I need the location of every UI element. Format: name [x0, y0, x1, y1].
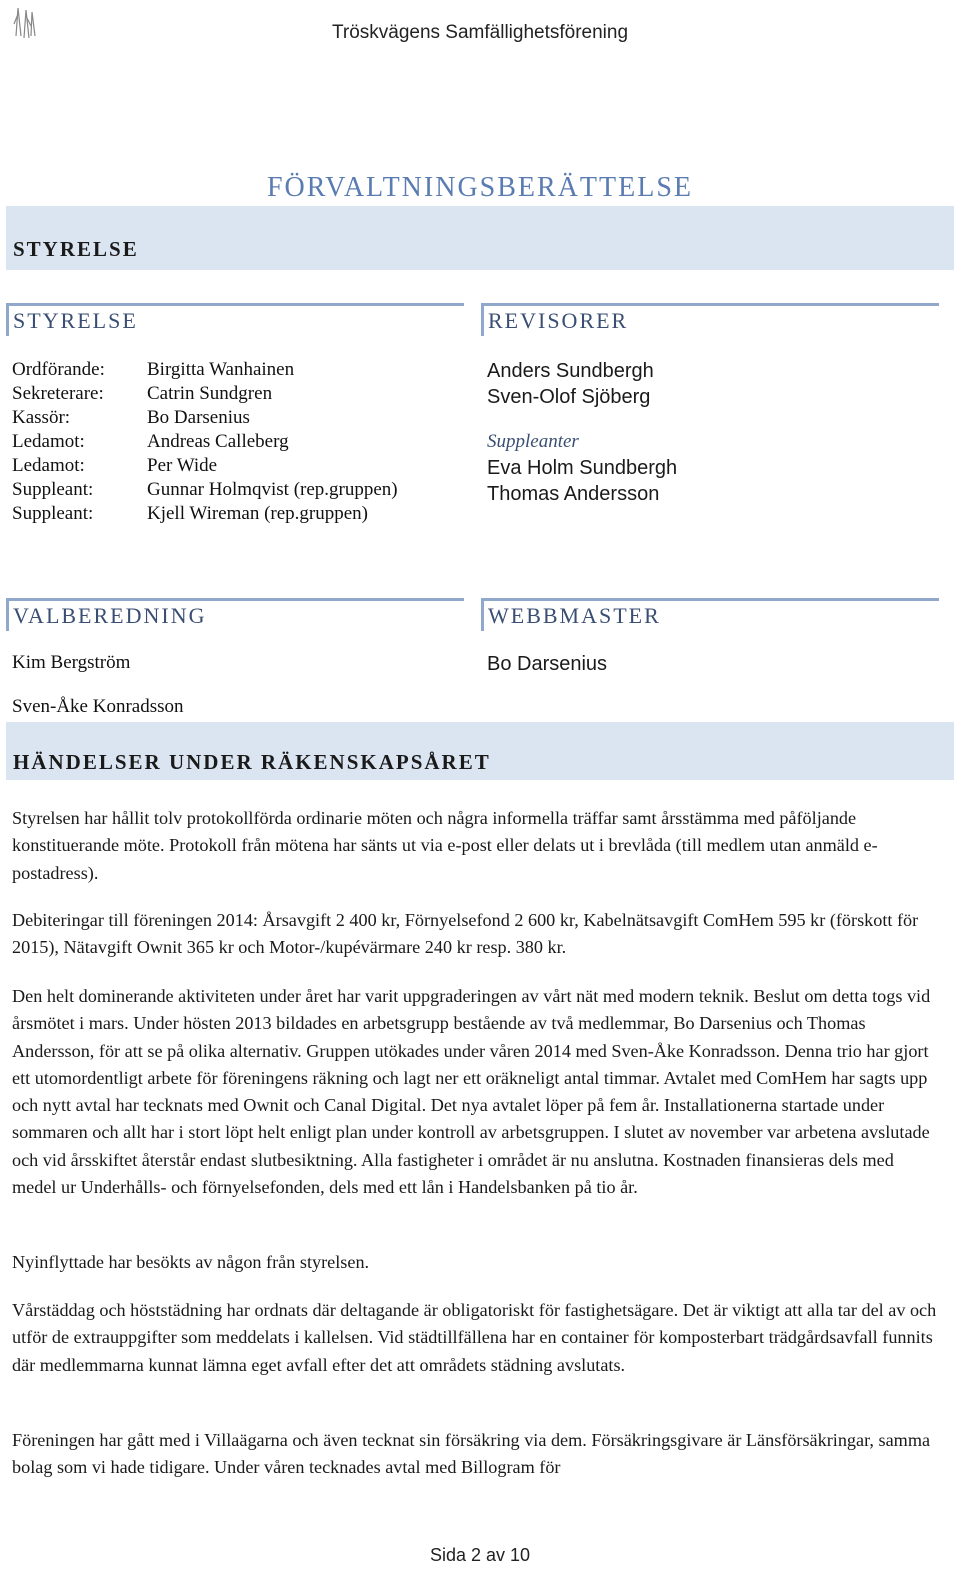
section-band-handelser: [6, 722, 954, 780]
member-row: [12, 382, 472, 406]
revisorer-box-heading: REVISORER: [481, 303, 939, 336]
member-row: [12, 430, 472, 454]
member-role: Ledamot:: [12, 431, 85, 452]
valberedning-box-heading: VALBEREDNING: [6, 598, 464, 631]
paragraph: Vårstäddag och höststädning har ordnats där deltagande är obligatoriskt för fastighetsägare. Det är viktigt att alla tar del av och utför de extrauppgifter som meddelats i kallelsen. Vid städtillfällena har en container för komposterbart trädgårdsavfall funnits där medlemmarna kunnat lämna eget avfall efter det att områdets städning avslutats.: [12, 1300, 937, 1375]
paragraph: Nyinflyttade har besökts av någon från styrelsen.: [12, 1252, 370, 1272]
valberedning-box: [6, 598, 464, 631]
member-role: Suppleant:: [12, 503, 94, 524]
member-role: Suppleant:: [12, 479, 94, 500]
paragraph: Styrelsen har hållit tolv protokollförda ordinarie möten och några informella träffar samt årsstämma med påföljande konstituerande möte. Protokoll från mötena har sänts ut via e-post eller delats ut i brevlåda (till medlem utan anmäld e-postadress).: [12, 808, 878, 883]
member-row: [12, 478, 472, 502]
deputy-name: Eva Holm Sundbergh: [487, 457, 678, 479]
member-name: Birgitta Wanhainen: [147, 359, 295, 380]
auditor-name: Sven-Olof Sjöberg: [487, 386, 651, 408]
page-number: Sida 2 av 10: [429, 1545, 531, 1565]
member-row: [12, 358, 472, 382]
valberedning-member: Sven-Åke Konradsson: [12, 696, 184, 717]
auditor-name: Anders Sundbergh: [487, 360, 654, 382]
styrelse-box-heading: STYRELSE: [6, 303, 464, 336]
auditor-list: [487, 358, 654, 410]
member-name: Gunnar Holmqvist (rep.gruppen): [147, 479, 398, 500]
section-heading-handelser: HÄNDELSER UNDER RÄKENSKAPSÅRET: [13, 750, 491, 774]
member-name: Andreas Calleberg: [147, 431, 289, 452]
styrelse-box: [6, 303, 464, 336]
section-heading-styrelse: STYRELSE: [13, 237, 139, 261]
deputy-list: [487, 455, 677, 507]
member-name: Bo Darsenius: [147, 407, 250, 428]
member-row: [12, 406, 472, 430]
paragraph: Föreningen har gått med i Villaägarna och även tecknat sin försäkring via dem. Försäkringsgivare är Länsförsäkringar, samma bolag som vi hade tidigare. Under våren tecknades avtal med Billogram för: [12, 1430, 931, 1478]
valberedning-member: Kim Bergström: [12, 652, 131, 673]
webbmaster-name: Bo Darsenius: [487, 653, 608, 675]
member-name: Catrin Sundgren: [147, 383, 273, 404]
section-band-styrelse: [6, 206, 954, 270]
member-role: Sekreterare:: [12, 383, 104, 404]
member-name: Kjell Wireman (rep.gruppen): [147, 503, 368, 524]
organization-name: Tröskvägens Samfällighetsförening: [331, 22, 629, 43]
member-row: [12, 454, 472, 478]
member-role: Kassör:: [12, 407, 71, 428]
member-role: Ledamot:: [12, 455, 85, 476]
deputy-name: Thomas Andersson: [487, 483, 660, 505]
styrelse-member-list: [12, 358, 472, 526]
member-role: Ordförande:: [12, 359, 105, 380]
deputies-label: Suppleanter: [487, 431, 579, 452]
document-title: FÖRVALTNINGSBERÄTTELSE: [266, 172, 694, 203]
webbmaster-box: [481, 598, 939, 631]
member-row: [12, 502, 472, 526]
paragraph: Den helt dominerande aktiviteten under året har varit uppgraderingen av vårt nät med modern teknik. Beslut om detta togs vid årsmötet i mars. Under hösten 2013 bildades en arbetsgrupp bestående av två medlemmar, Bo Darsenius och Thomas Andersson, för att se på olika alternativ. Gruppen utökades under våren 2014 med Sven-Åke Konradsson. Denna trio har gjort ett utomordentligt arbete för föreningens räkning och lagt ner ett oräkneligt antal timmar. Avtalet med ComHem har sagts upp och nytt avtal har tecknats med Ownit och Canal Digital. Det nya avtalet löper på fem år. Installationerna startade under sommaren och allt har i stort löpt helt enligt plan under kontroll av arbetsgruppen. I slutet av november var arbetena avslutade och vid årsskiftet återstår endast slutbesiktning. Alla fastigheter i området är nu anslutna. Kostnaden finansieras dels med medel ur Underhålls- och förnyelsefonden, dels med ett lån i Handelsbanken på tio år.: [12, 986, 931, 1198]
webbmaster-box-heading: WEBBMASTER: [481, 598, 939, 631]
paragraph: Debiteringar till föreningen 2014: Årsavgift 2 400 kr, Förnyelsefond 2 600 kr, Kabelnätsavgift ComHem 595 kr (förskott för 2015), Nätavgift Ownit 365 kr och Motor-/kupévärmare 240 kr resp. 380 kr.: [12, 910, 919, 958]
revisorer-box: [481, 303, 939, 336]
member-name: Per Wide: [147, 455, 218, 476]
